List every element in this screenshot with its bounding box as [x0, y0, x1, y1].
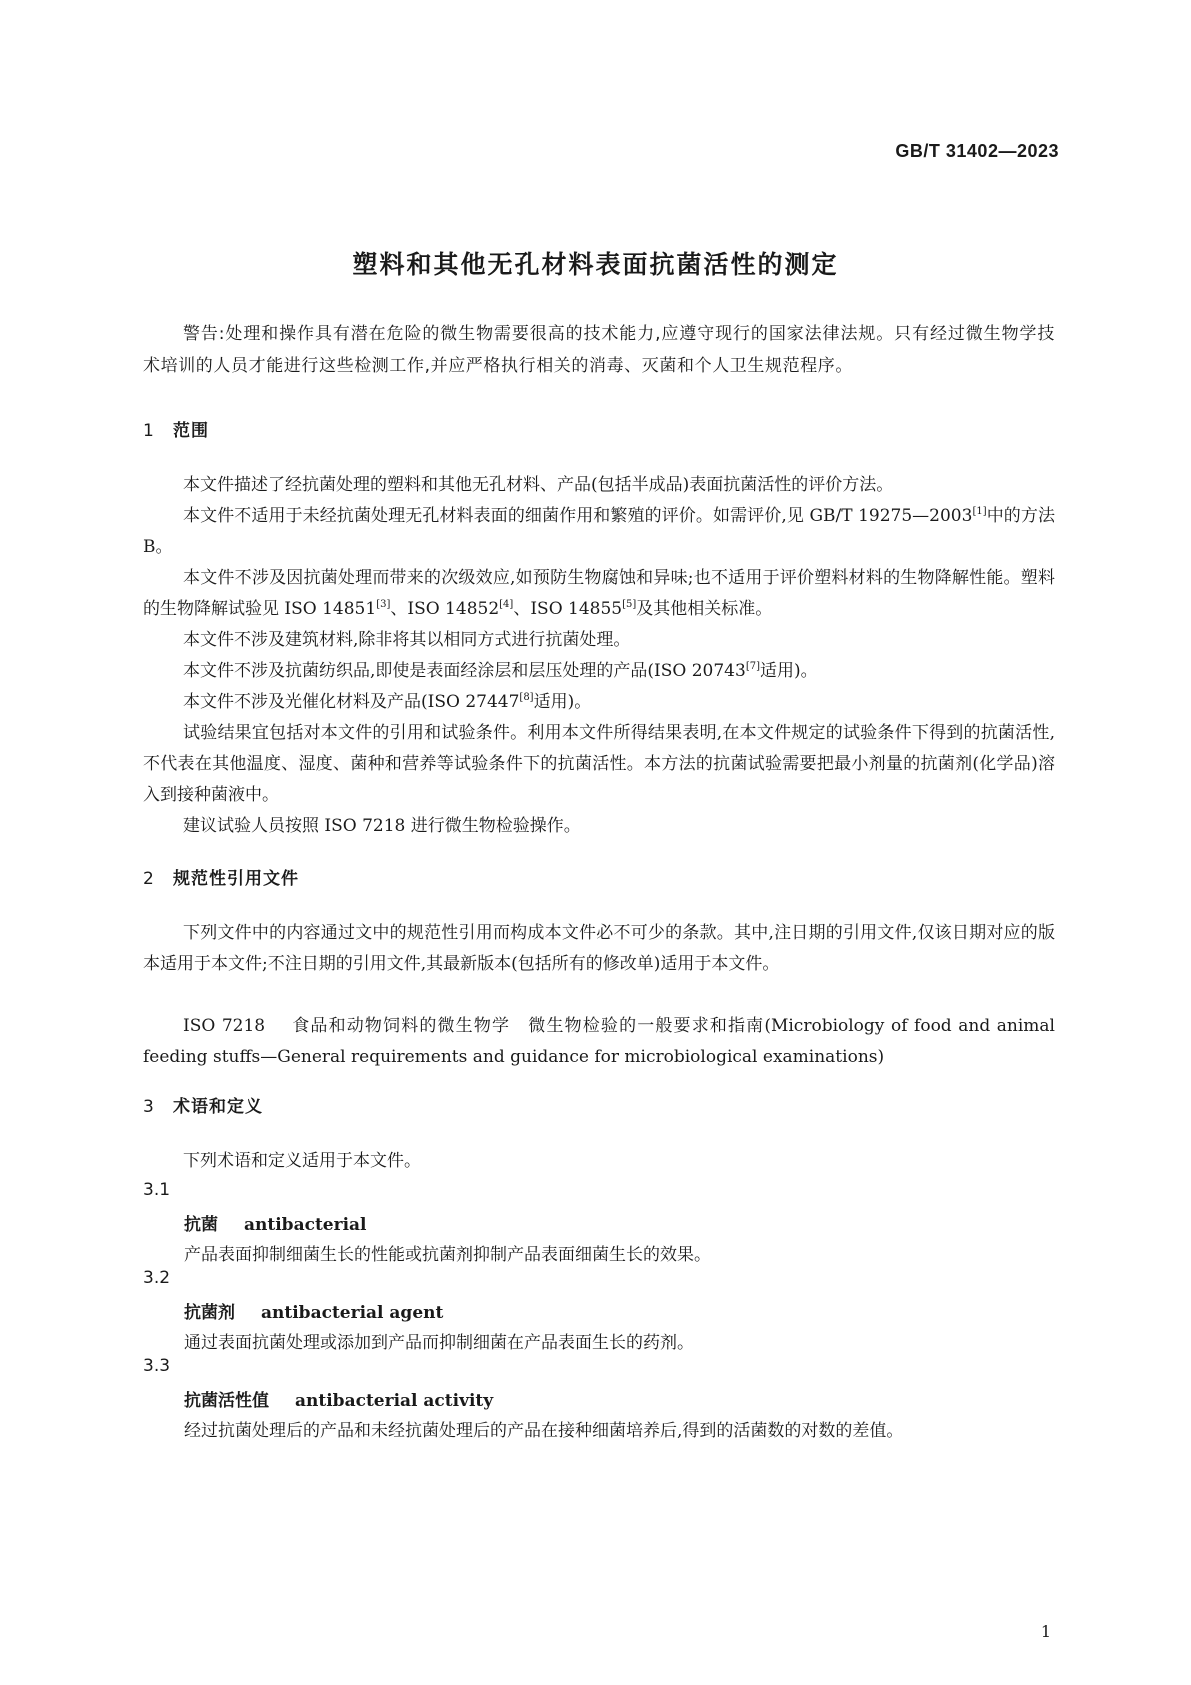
term-en: antibacterial activity: [295, 1391, 494, 1411]
document-title: 塑料和其他无孔材料表面抗菌活性的测定: [352, 250, 839, 279]
term-heading: [184, 1386, 493, 1411]
paragraph: 建议试验人员按照 ISO 7218 进行微生物检验操作。: [183, 816, 581, 836]
paragraph: 本文件描述了经抗菌处理的塑料和其他无孔材料、产品(包括半成品)表面抗菌活性的评价方法。: [183, 475, 894, 495]
section-number: 2: [143, 869, 155, 889]
term-number: 3.2: [143, 1268, 171, 1288]
term-definition: 经过抗菌处理后的产品和未经抗菌处理后的产品在接种细菌培养后,得到的活菌数的对数的差值。: [184, 1421, 904, 1441]
citation-ref: [7]: [745, 661, 760, 672]
paragraph: 本文件不涉及抗菌纺织品,即使是表面经涂层和层压处理的产品(ISO 20743[7]适用)。: [183, 661, 818, 681]
paragraph: 本文件不涉及因抗菌处理而带来的次级效应,如预防生物腐蚀和异味;也不适用于评价塑料材料的生物降解性能。塑料的生物降解试验见 ISO 14851[3]、ISO 14852[4]、ISO 14855[5]及其他相关标准。: [143, 568, 1055, 619]
term-definition: 通过表面抗菌处理或添加到产品而抑制细菌在产品表面生长的药剂。: [184, 1333, 694, 1353]
section-title: 规范性引用文件: [173, 869, 299, 889]
page-number: 1: [1040, 1622, 1051, 1641]
paragraph: 下列术语和定义适用于本文件。: [183, 1151, 421, 1171]
paragraph: 本文件不涉及光催化材料及产品(ISO 27447[8]适用)。: [183, 692, 592, 712]
section-2-heading: [143, 864, 299, 889]
citation-ref: [5]: [622, 599, 637, 610]
paragraph: 本文件不涉及建筑材料,除非将其以相同方式进行抗菌处理。: [183, 630, 631, 650]
term-heading: [184, 1298, 443, 1323]
citation-ref: [3]: [376, 599, 391, 610]
term-en: antibacterial agent: [261, 1303, 444, 1323]
term-zh: 抗菌剂: [184, 1303, 235, 1323]
citation-ref: [4]: [499, 599, 514, 610]
paragraph: 本文件不适用于未经抗菌处理无孔材料表面的细菌作用和繁殖的评价。如需评价,见 GB/T 19275—2003[1]中的方法 B。: [143, 506, 1055, 557]
reference-title: 食品和动物饲料的微生物学 微生物检验的一般要求和指南(Microbiology of food and animal feeding stuffs—General requirements and guidance for microbiological examinations): [143, 1016, 1055, 1067]
paragraph: 下列文件中的内容通过文中的规范性引用而构成本文件必不可少的条款。其中,注日期的引用文件,仅该日期对应的版本适用于本文件;不注日期的引用文件,其最新版本(包括所有的修改单)适用于本文件。: [143, 923, 1055, 974]
warning-paragraph: 警告:处理和操作具有潜在危险的微生物需要很高的技术能力,应遵守现行的国家法律法规。只有经过微生物学技术培训的人员才能进行这些检测工作,并应严格执行相关的消毒、灭菌和个人卫生规范程序。: [143, 324, 1055, 376]
standard-number: GB/T 31402—2023: [895, 141, 1059, 161]
section-title: 范围: [173, 421, 209, 441]
reference-code: ISO 7218: [183, 1016, 266, 1036]
section-1-heading: [143, 416, 209, 441]
term-zh: 抗菌活性值: [184, 1391, 269, 1411]
citation-ref: [8]: [519, 692, 534, 703]
term-heading: [184, 1210, 367, 1235]
term-definition: 产品表面抑制细菌生长的性能或抗菌剂抑制产品表面细菌生长的效果。: [184, 1245, 711, 1265]
section-title: 术语和定义: [173, 1097, 263, 1117]
term-zh: 抗菌: [184, 1215, 218, 1235]
section-3-heading: [143, 1092, 263, 1117]
paragraph: 试验结果宜包括对本文件的引用和试验条件。利用本文件所得结果表明,在本文件规定的试验条件下得到的抗菌活性,不代表在其他温度、湿度、菌种和营养等试验条件下的抗菌活性。本方法的抗菌试验需要把最小剂量的抗菌剂(化学品)溶入到接种菌液中。: [143, 723, 1055, 805]
citation-ref: [1]: [972, 506, 987, 517]
section-number: 3: [143, 1097, 155, 1117]
term-number: 3.3: [143, 1356, 171, 1376]
term-en: antibacterial: [244, 1215, 367, 1235]
normative-reference: [143, 1011, 1055, 1073]
term-number: 3.1: [143, 1180, 171, 1200]
section-number: 1: [143, 421, 155, 441]
